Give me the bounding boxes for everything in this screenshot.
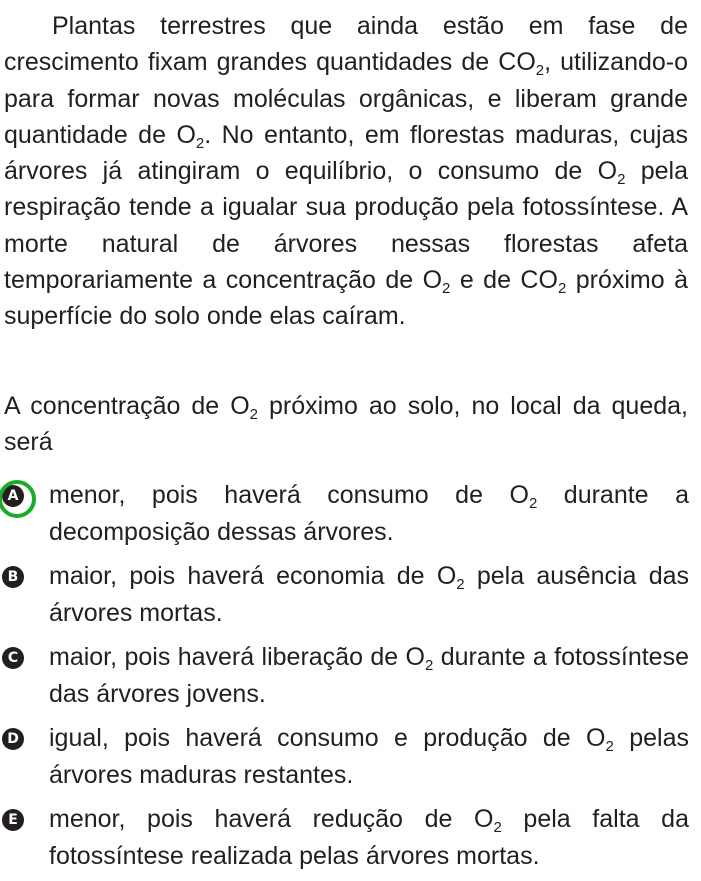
passage-text: [4, 8, 688, 335]
passage-segment: e de CO: [450, 266, 558, 295]
selected-answer-ring: [0, 480, 36, 518]
question-stem: [4, 389, 688, 460]
option-d-text: igual, pois haverá consumo e produção de $O_2$ pelas árvores maduras restantes.: [49, 724, 689, 789]
option-b-letter-icon: B: [2, 566, 24, 588]
subscript: 2: [442, 280, 451, 298]
passage-segment: , utilizando-o para formar novas moléculas orgânicas, e liberam grande quantidade de O: [4, 48, 689, 149]
option-c-text: maior, pois haverá liberação de $O_2$ durante a fotossíntese das árvores jovens.: [49, 643, 689, 708]
option-e-letter-icon: E: [2, 809, 24, 831]
subscript: 2: [605, 738, 614, 755]
question-segment: A concentração de O: [4, 392, 250, 420]
option-a-text: menor, pois haverá consumo de $O_2$ durante a decomposição dessas árvores.: [49, 481, 689, 546]
passage-segment: pela respiração tende a igualar sua produção pela fotossíntese. A morte natural de árvores nessas florestas afeta temporariamente a concentração de O: [4, 157, 689, 295]
subscript: 2: [617, 171, 626, 189]
subscript: 2: [535, 62, 545, 80]
subscript: 2: [249, 406, 258, 423]
question-segment: próximo ao solo, no local da queda, será: [4, 392, 688, 456]
subscript: 2: [456, 576, 465, 593]
subscript: 2: [528, 495, 538, 512]
subscript: 2: [425, 657, 434, 674]
subscript: 2: [557, 280, 567, 298]
subscript: 2: [493, 819, 502, 836]
option-b-text: maior, pois haverá economia de $O_2$ pela ausência das árvores mortas.: [49, 562, 689, 627]
option-c-letter-icon: C: [2, 647, 24, 669]
option-a-letter-icon: A: [2, 485, 24, 507]
option-e-text: menor, pois haverá redução de $O_2$ pela falta da fotossíntese realizada pelas árvores mortas.: [49, 805, 689, 870]
passage-segment: . No entanto, em florestas maduras, cujas árvores já atingiram o equilíbrio, o consumo de O: [4, 120, 688, 186]
passage-segment: Plantas terrestres que ainda estão em fase de crescimento fixam grandes quantidades de CO: [4, 12, 688, 77]
passage-segment: próximo à superfície do solo onde elas caíram.: [4, 266, 688, 331]
subscript: 2: [195, 134, 205, 152]
option-d-letter-icon: D: [2, 728, 24, 750]
